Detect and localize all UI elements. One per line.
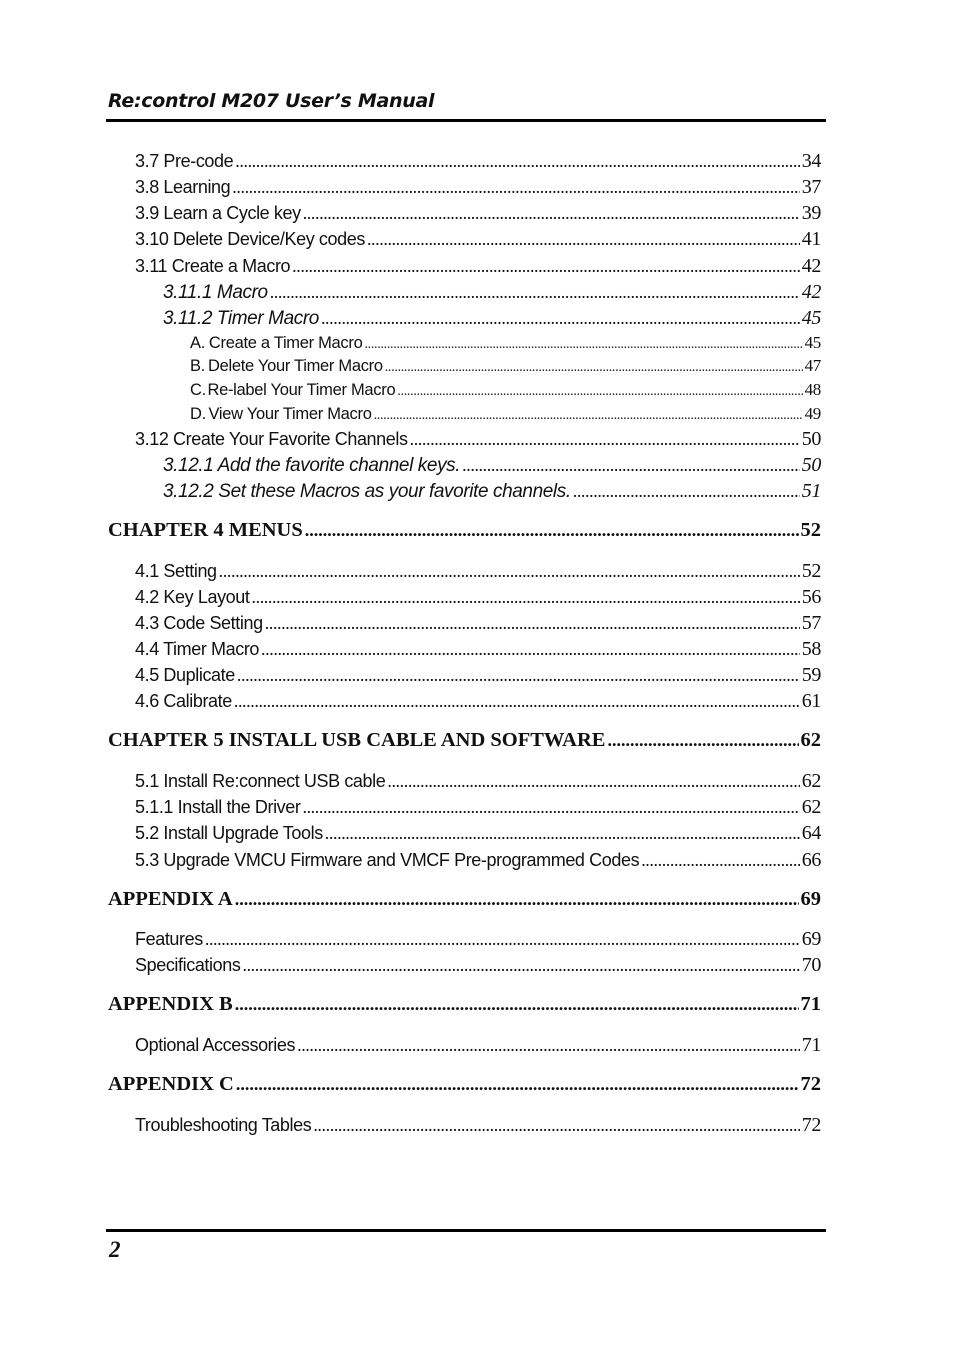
dot-leader: [235, 151, 800, 172]
dot-leader: [367, 229, 800, 250]
dot-leader: [374, 408, 803, 424]
dot-leader: [242, 955, 799, 976]
dot-leader: [205, 929, 800, 950]
dot-leader: [641, 850, 800, 871]
dot-leader: [313, 1115, 799, 1136]
dot-leader: [397, 384, 802, 400]
toc-entry-4-6[interactable]: 4.6 Calibrate ..... 61: [135, 690, 821, 716]
toc-entry-4-4[interactable]: 4.4 Timer Macro ..... 58: [135, 638, 821, 664]
running-header-title: Re:control M207 User’s Manual: [108, 90, 435, 112]
toc-entry-3-10[interactable]: 3.10 Delete Device/Key codes ..... 41: [135, 228, 821, 254]
footer-rule: [106, 1229, 826, 1232]
dot-leader: [325, 823, 800, 844]
toc-appendix-a[interactable]: APPENDIX A ..... 69: [108, 888, 821, 916]
toc-appendix-b[interactable]: APPENDIX B ..... 71: [108, 993, 821, 1021]
toc-appendix-c[interactable]: APPENDIX C ..... 72: [108, 1073, 821, 1101]
dot-leader: [237, 665, 800, 686]
dot-leader: [321, 308, 800, 329]
toc-entry-4-5[interactable]: 4.5 Duplicate ..... 59: [135, 664, 821, 690]
toc-entry-5-3[interactable]: 5.3 Upgrade VMCU Firmware and VMCF Pre-programmed Codes ..... 66: [135, 849, 821, 875]
dot-leader: [234, 691, 800, 712]
toc-entry-3-11[interactable]: 3.11 Create a Macro ..... 42: [135, 255, 821, 281]
dot-leader: [219, 561, 800, 582]
dot-leader: [270, 282, 800, 303]
toc-entry-3-8[interactable]: 3.8 Learning ..... 37: [135, 176, 821, 202]
toc-entry-features[interactable]: Features ..... 69: [135, 928, 821, 954]
toc-entry-3-12-1[interactable]: 3.12.1 Add the favorite channel keys. ..... 50: [163, 454, 821, 480]
toc-entry-specifications[interactable]: Specifications ..... 70: [135, 954, 821, 980]
toc-chapter-5[interactable]: CHAPTER 5 INSTALL USB CABLE AND SOFTWARE ..... 62: [108, 729, 821, 757]
dot-leader: [385, 360, 803, 376]
dot-leader: [410, 429, 800, 450]
toc-entry-3-12-2[interactable]: 3.12.2 Set these Macros as your favorite channels. ..... 51: [163, 480, 821, 506]
dot-leader: [261, 639, 800, 660]
toc-entry-4-2[interactable]: 4.2 Key Layout ..... 56: [135, 586, 821, 612]
dot-leader: [302, 797, 799, 818]
dot-leader: [232, 177, 800, 198]
dot-leader: [252, 587, 800, 608]
header-rule: [106, 119, 826, 122]
toc-entry-4-1[interactable]: 4.1 Setting ..... 52: [135, 560, 821, 586]
toc-chapter-4[interactable]: CHAPTER 4 MENUS ..... 52: [108, 519, 821, 547]
dot-leader: [364, 337, 802, 353]
dot-leader: [462, 455, 800, 476]
dot-leader: [305, 520, 799, 541]
toc-entry-3-11-2-c[interactable]: C. Re-label Your Timer Macro ..... 48: [190, 380, 821, 404]
toc-entry-3-7[interactable]: 3.7 Pre-code ..... 34: [135, 150, 821, 176]
toc-entry-3-11-2-a[interactable]: A. Create a Timer Macro ..... 45: [190, 333, 821, 357]
toc-entry-optional-accessories[interactable]: Optional Accessories ..... 71: [135, 1034, 821, 1060]
toc-entry-3-12[interactable]: 3.12 Create Your Favorite Channels ..... 50: [135, 428, 821, 454]
dot-leader: [265, 613, 800, 634]
toc-entry-3-11-1[interactable]: 3.11.1 Macro ..... 42: [163, 281, 821, 307]
toc-entry-4-3[interactable]: 4.3 Code Setting ..... 57: [135, 612, 821, 638]
toc-entry-troubleshooting-tables[interactable]: Troubleshooting Tables ..... 72: [135, 1114, 821, 1140]
toc-entry-5-1-1[interactable]: 5.1.1 Install the Driver ..... 62: [135, 796, 821, 822]
toc-entry-3-11-2-b[interactable]: B. Delete Your Timer Macro ..... 47: [190, 356, 821, 380]
dot-leader: [292, 256, 800, 277]
toc-entry-5-2[interactable]: 5.2 Install Upgrade Tools ..... 64: [135, 822, 821, 848]
dot-leader: [387, 771, 799, 792]
dot-leader: [297, 1035, 800, 1056]
toc-entry-3-9[interactable]: 3.9 Learn a Cycle key ..... 39: [135, 202, 821, 228]
toc-entry-3-11-2-d[interactable]: D. View Your Timer Macro ..... 49: [190, 404, 821, 428]
dot-leader: [235, 994, 799, 1015]
dot-leader: [236, 1074, 799, 1095]
page-number: 2: [109, 1237, 121, 1262]
dot-leader: [573, 481, 800, 502]
dot-leader: [607, 730, 798, 751]
dot-leader: [235, 889, 799, 910]
dot-leader: [303, 203, 800, 224]
toc-entry-3-11-2[interactable]: 3.11.2 Timer Macro ..... 45: [163, 307, 821, 333]
toc-entry-5-1[interactable]: 5.1 Install Re:connect USB cable ..... 62: [135, 770, 821, 796]
